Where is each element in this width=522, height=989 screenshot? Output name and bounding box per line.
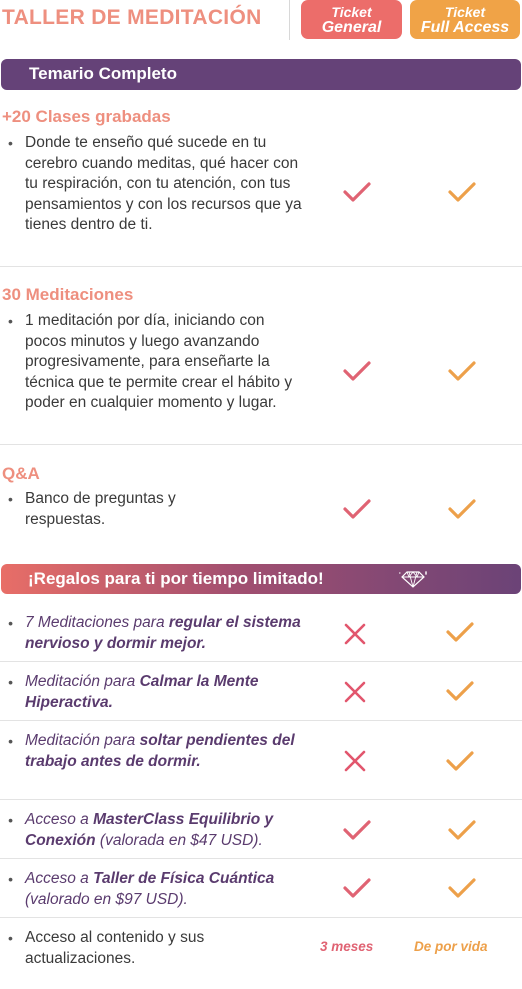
item-text: 1 meditación por día, iniciando con pocos minutos y luego avanzando progresivamente, para enseñarte la técnica que te permite crear el hábito y poder en cualquier momento y lugar.	[25, 312, 293, 411]
gift-item-sistema-nervioso	[8, 613, 308, 654]
divider	[0, 858, 522, 859]
gift-text: Acceso a	[25, 870, 94, 887]
item-text: Banco de preguntas y respuestas.	[25, 490, 176, 528]
bullet-icon: •	[8, 491, 13, 507]
bullet-icon: •	[8, 135, 13, 151]
divider	[0, 266, 522, 267]
divider	[0, 917, 522, 918]
check-full-icon	[447, 359, 477, 383]
gift-text: (valorada en $47 USD).	[95, 831, 263, 849]
ticket-full-access-badge[interactable]	[410, 0, 520, 39]
period-general: 3 meses	[320, 939, 374, 954]
divider	[0, 720, 522, 721]
bullet-icon: •	[8, 615, 13, 631]
bullet-icon: •	[8, 812, 13, 828]
section-title-qa: Q&A	[2, 464, 40, 483]
header	[0, 0, 522, 40]
divider	[0, 444, 522, 445]
ticket-full-line1: Ticket	[444, 4, 486, 20]
bullet-icon: •	[8, 674, 13, 690]
list-item-meditaciones	[8, 311, 308, 414]
check-general-icon	[342, 359, 372, 383]
temario-banner	[1, 59, 521, 90]
gift-text-bold: soltar pendientes del trabajo antes de dormir.	[25, 732, 295, 770]
check-full-icon	[445, 679, 475, 703]
bullet-icon: •	[8, 930, 13, 946]
gift-item-soltar-pendientes	[8, 731, 308, 772]
check-general-icon	[342, 180, 372, 204]
section-title-clases: +20 Clases grabadas	[2, 107, 171, 126]
gift-item-mente-hiperactiva	[8, 672, 308, 713]
check-full-icon	[447, 876, 477, 900]
regalos-banner-label: ¡Regalos para ti por tiempo limitado!	[28, 569, 324, 588]
check-full-icon	[447, 818, 477, 842]
gift-text: 7 Meditaciones para	[25, 614, 169, 631]
check-full-icon	[447, 497, 477, 521]
check-general-icon	[342, 876, 372, 900]
temario-banner-label: Temario Completo	[29, 64, 177, 83]
check-full-icon	[445, 620, 475, 644]
divider	[0, 661, 522, 662]
check-full-icon	[445, 749, 475, 773]
gift-text-bold: regular el sistema nervioso y dormir mejor.	[25, 614, 301, 652]
cross-general-icon	[340, 680, 370, 704]
cross-general-icon	[340, 622, 370, 646]
gift-text-bold: MasterClass Equilibrio y Conexión	[25, 811, 274, 849]
bullet-icon: •	[8, 871, 13, 887]
header-divider	[289, 0, 290, 40]
section-title-meditaciones: 30 Meditaciones	[2, 285, 134, 304]
item-text: Acceso al contenido y sus actualizaciones.	[25, 929, 205, 967]
gift-text: (valorado en $97 USD).	[25, 890, 188, 908]
regalos-banner	[1, 564, 521, 594]
gift-item-fisica-cuantica	[8, 869, 308, 910]
gift-item-masterclass	[8, 810, 308, 851]
list-item-qa	[8, 489, 308, 530]
list-item-clases	[8, 133, 308, 236]
cross-general-icon	[340, 749, 370, 773]
page-title: TALLER DE MEDITACIÓN	[2, 6, 262, 29]
check-general-icon	[342, 497, 372, 521]
item-text: Donde te enseño qué sucede en tu cerebro cuando meditas, qué hacer con tu respiración, con tu atención, con tus pensamientos y con los recursos que ya tienes dentro de ti.	[25, 134, 302, 233]
gift-text: Meditación para	[25, 673, 140, 690]
check-full-icon	[447, 180, 477, 204]
gift-text: Meditación para	[25, 732, 140, 749]
bullet-icon: •	[8, 733, 13, 749]
ticket-full-line2: Full Access	[420, 19, 510, 36]
ticket-general-line1: Ticket	[331, 4, 372, 20]
gift-text: Acceso a	[25, 811, 94, 828]
diamond-icon	[398, 569, 428, 589]
list-item-acceso-contenido	[8, 928, 308, 969]
gift-text-bold: Calmar la Mente Hiperactiva.	[25, 673, 259, 711]
gift-text-bold: Taller de Física Cuántica	[93, 870, 275, 887]
divider	[0, 799, 522, 800]
check-general-icon	[342, 818, 372, 842]
bullet-icon: •	[8, 313, 13, 329]
period-full: De por vida	[414, 939, 488, 954]
ticket-general-badge[interactable]	[301, 0, 402, 39]
ticket-general-line2: General	[321, 19, 382, 36]
